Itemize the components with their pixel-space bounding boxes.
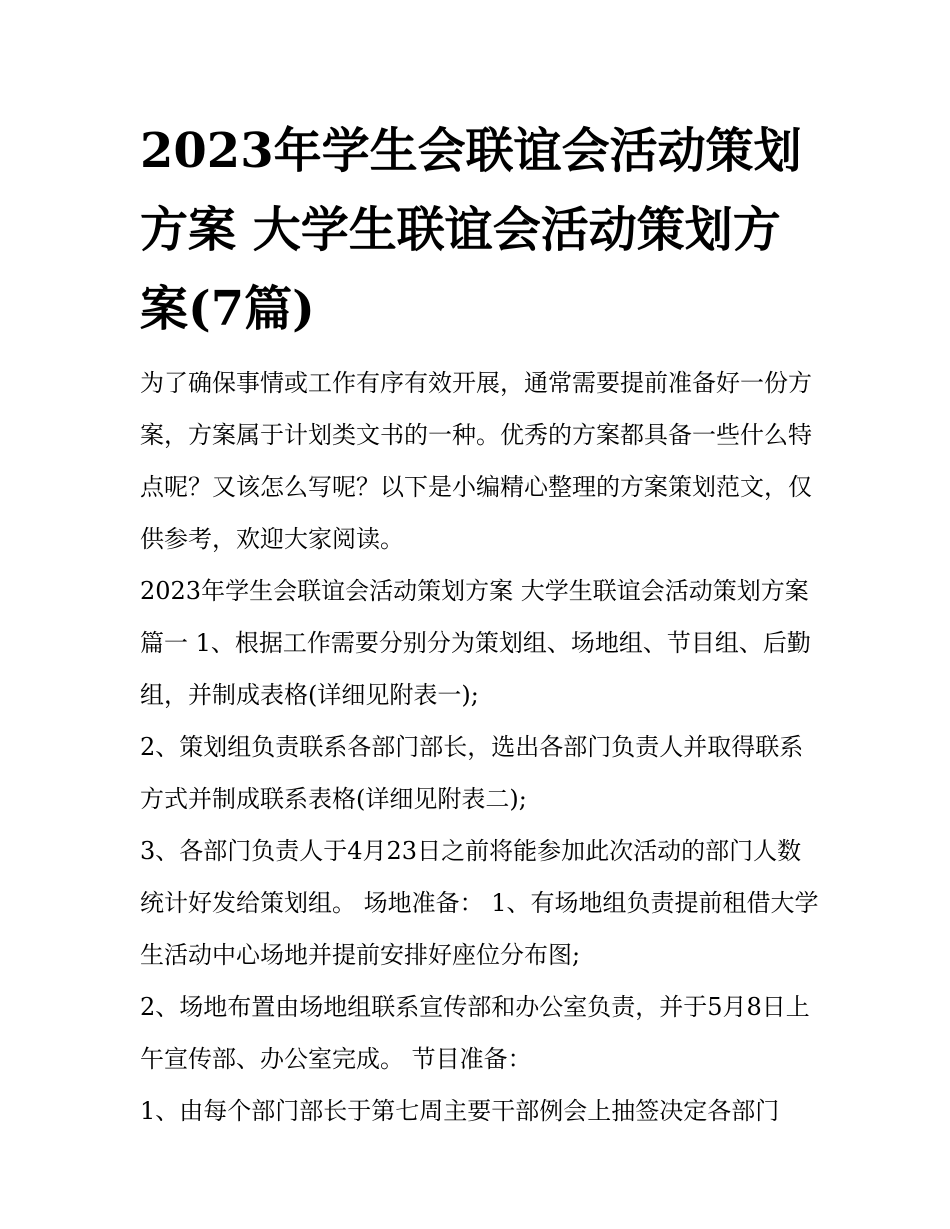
intro-paragraph: 为了确保事情或工作有序有效开展，通常需要提前准备好一份方案，方案属于计划类文书的一种。优秀的方案都具备一些什么特点呢？又该怎么写呢？以下是小编精心整理的方案策划范文，仅供参考，欢迎大家阅读。: [140, 369, 812, 553]
document-page: [140, 112, 820, 1137]
body-paragraph: 2、策划组负责联系各部门部长，选出各部门负责人并取得联系方式并制成联系表格(详细见附表二);: [140, 733, 804, 813]
body-paragraph: 1、由每个部门部长于第七周主要干部例会上抽签决定各部门: [140, 1097, 780, 1125]
body-paragraph: 3、各部门负责人于4月23日之前将能参加此次活动的部门人数统计好发给策划组。 场地准备： 1、有场地组负责提前租借大学生活动中心场地并提前安排好座位分布图;: [140, 837, 819, 969]
body-paragraph: 2023年学生会联谊会活动策划方案 大学生联谊会活动策划方案篇一 1、根据工作需要分别分为策划组、场地组、节目组、后勤组，并制成表格(详细见附表一);: [140, 577, 811, 709]
document-title: 2023年学生会联谊会活动策划方案 大学生联谊会活动策划方案(7篇): [140, 123, 802, 337]
body-paragraph: 2、场地布置由场地组联系宣传部和办公室负责，并于5月8日上午宣传部、办公室完成。 节目准备：: [140, 993, 810, 1073]
